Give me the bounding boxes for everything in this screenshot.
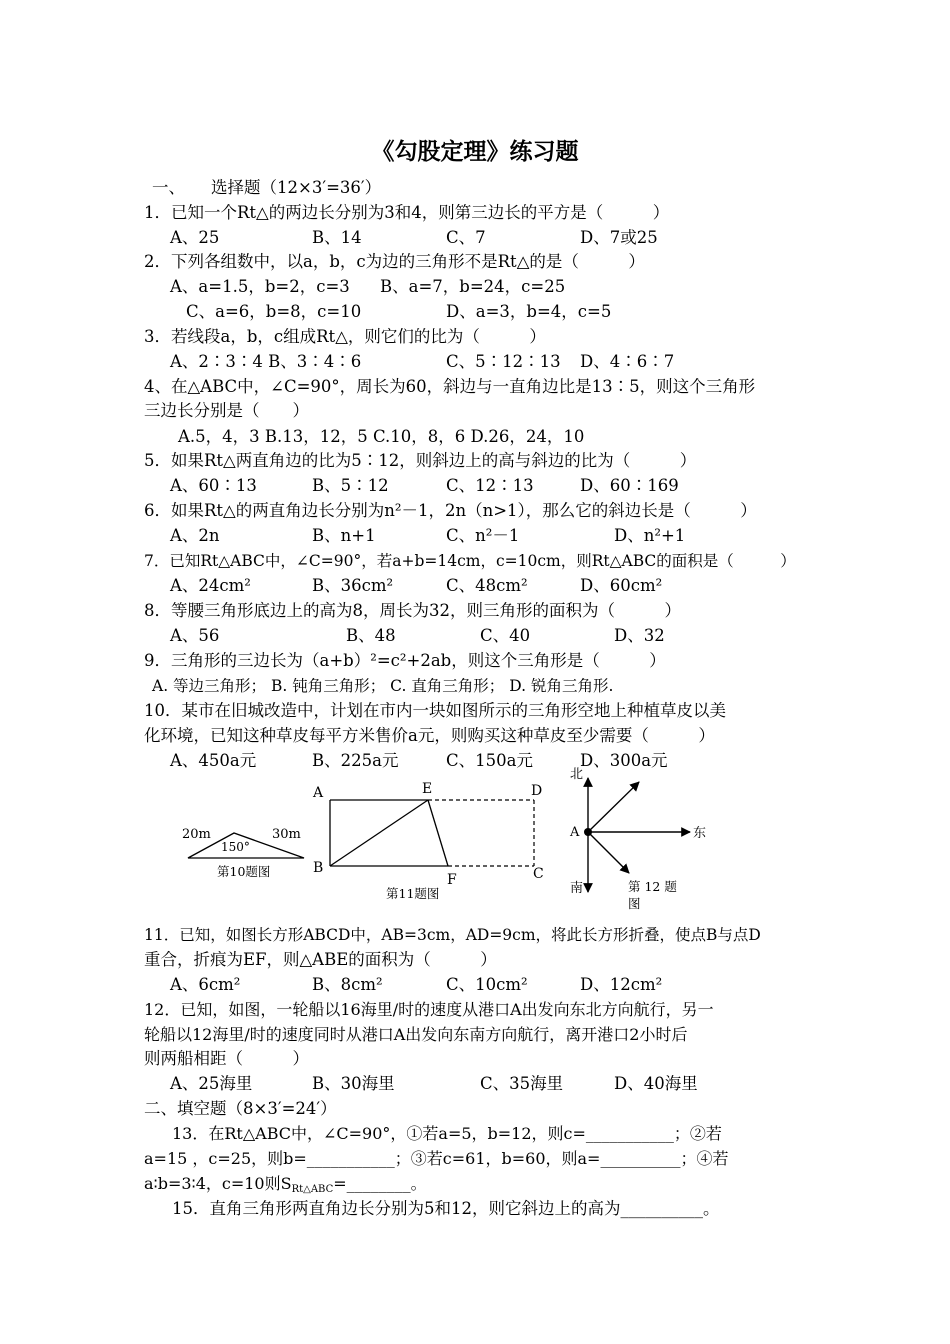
label-A: A (570, 825, 580, 840)
question-3-stem: 3．若线段a，b，c组成Rt△，则它们的比为（ ） (144, 327, 546, 346)
question-1-stem: 1．已知一个Rt△的两边长分别为3和4，则第三边长的平方是（ ） (144, 203, 670, 222)
label-east: 东 (693, 826, 707, 841)
q1-option-b: B、14 (312, 228, 362, 247)
question-10-stem-line1: 10．某市在旧城改造中，计划在市内一块如图所示的三角形空地上种植草皮以美 (144, 701, 726, 720)
label-C: C (533, 866, 544, 882)
q6-option-b: B、n+1 (312, 526, 376, 545)
q7-option-b: B、36cm² (312, 576, 394, 595)
q9-options: A. 等边三角形； B. 钝角三角形； C. 直角三角形； D. 锐角三角形. (152, 677, 614, 695)
fig10-right-length: 30m (272, 827, 301, 842)
q7-option-a: A、24cm² (170, 576, 251, 595)
q12-option-b: B、30海里 (312, 1074, 395, 1093)
q7-option-d: D、60cm² (580, 576, 663, 595)
q5-option-d: D、60∶169 (580, 476, 679, 495)
q2-option-a: A、a=1.5，b=2，c=3 (170, 277, 350, 296)
question-12-stem-line3: 则两船相距（ ） (144, 1049, 309, 1068)
q2-option-d: D、a=3，b=4，c=5 (446, 302, 612, 321)
q13-line3-start: a∶b=3∶4，c=10则S (144, 1174, 292, 1193)
q5-option-c: C、12∶13 (446, 476, 534, 495)
section-1-number: 一、 (152, 178, 185, 197)
q1-option-c: C、7 (446, 228, 486, 247)
question-6-stem: 6．如果Rt△的两直角边长分别为n²－1，2n（n>1），那么它的斜边长是（ ） (144, 501, 757, 520)
fig10-left-length: 20m (182, 827, 211, 842)
question-15: 15．直角三角形两直角边长分别为5和12，则它斜边上的高为__________。 (172, 1199, 720, 1218)
section-1-heading: 选择题（12×3′=36′） (211, 178, 382, 197)
q1-option-a: A、25 (170, 228, 220, 247)
label-B: B (313, 860, 324, 876)
q12-option-a: A、25海里 (170, 1074, 253, 1093)
q11-option-b: B、8cm² (312, 975, 383, 994)
fig11-caption: 第11题图 (386, 886, 440, 901)
q2-option-c: C、a=6，b=8，c=10 (186, 302, 362, 321)
q12-option-c: C、35海里 (480, 1074, 564, 1093)
q10-option-a: A、450a元 (170, 751, 257, 770)
question-7-stem: 7．已知Rt△ABC中，∠C=90°，若a+b=14cm，c=10cm，则Rt△ABC的面积是（ ） (144, 552, 796, 570)
fig12-caption-line1: 第 12 题 (628, 879, 677, 894)
question-12-stem-line1: 12．已知，如图，一轮船以16海里/时的速度从港口A出发向东北方向航行，另一 (144, 1000, 714, 1019)
q8-option-a: A、56 (170, 626, 220, 645)
q12-option-d: D、40海里 (614, 1074, 698, 1093)
question-13-line2: a=15 ，c=25，则b=___________；③若c=61，b=60，则a=__________；④若 (144, 1149, 729, 1168)
question-12-stem-line2: 轮船以12海里/时的速度同时从港口A出发向东南方向航行，离开港口2小时后 (144, 1025, 688, 1044)
fig12-caption-line2: 图 (628, 896, 641, 911)
segment-EF (428, 800, 448, 866)
section-2-heading: 二、填空题（8×3′=24′） (144, 1099, 337, 1118)
question-11-stem-line2: 重合，折痕为EF，则△ABE的面积为（ ） (144, 950, 497, 969)
figure-12-compass (566, 764, 726, 914)
q8-option-d: D、32 (614, 626, 665, 645)
port-A-point (584, 828, 592, 836)
q6-option-a: A、2n (170, 526, 220, 545)
question-4-stem-line1: 4、在△ABC中，∠C=90°，周长为60，斜边与一直角边比是13∶5，则这个三角形 (144, 377, 756, 396)
q5-option-b: B、5∶12 (312, 476, 389, 495)
q10-option-d: D、300a元 (580, 751, 668, 770)
page-title: 《勾股定理》练习题 (371, 139, 579, 165)
q1-option-d: D、7或25 (580, 228, 658, 247)
question-10-stem-line2: 化环境，已知这种草皮每平方米售价a元，则购买这种草皮至少需要（ ） (144, 726, 715, 745)
question-2-stem: 2．下列各组数中，以a，b，c为边的三角形不是Rt△的是（ ） (144, 252, 645, 271)
label-D: D (531, 783, 543, 799)
label-north: 北 (570, 767, 584, 782)
q3-option-d: D、4∶6∶7 (580, 352, 675, 371)
label-A: A (313, 785, 324, 801)
figure-11-rectangle (308, 776, 558, 904)
q8-option-b: B、48 (346, 626, 396, 645)
question-5-stem: 5．如果Rt△两直角边的比为5∶12，则斜边上的高与斜边的比为（ ） (144, 451, 697, 470)
q8-option-c: C、40 (480, 626, 531, 645)
label-F: F (447, 872, 457, 888)
question-4-stem-line2: 三边长分别是（ ） (144, 401, 309, 420)
question-9-stem: 9．三角形的三边长为（a+b）²=c²+2ab，则这个三角形是（ ） (144, 651, 666, 670)
q6-option-d: D、n²+1 (614, 526, 686, 545)
fig10-angle: 150° (221, 840, 250, 854)
q7-option-c: C、48cm² (446, 576, 528, 595)
northeast-arrow (588, 782, 639, 832)
q3-option-c: C、5∶12∶13 (446, 352, 561, 371)
q11-option-a: A、6cm² (170, 975, 241, 994)
q11-option-c: C、10cm² (446, 975, 528, 994)
q5-option-a: A、60∶13 (170, 476, 257, 495)
q13-line3-end: =________。 (333, 1174, 427, 1193)
label-E: E (422, 781, 433, 797)
fig10-caption: 第10题图 (217, 864, 271, 879)
q10-option-c: C、150a元 (446, 751, 533, 770)
q2-option-b: B、a=7，b=24，c=25 (380, 277, 566, 296)
question-8-stem: 8．等腰三角形底边上的高为8，周长为32，则三角形的面积为（ ） (144, 601, 681, 620)
question-13-line1: 13．在Rt△ABC中，∠C=90°，①若a=5，b=12，则c=___________；②若 (172, 1124, 722, 1143)
q13-subscript: Rt△ABC (291, 1184, 334, 1195)
label-south: 南 (570, 881, 584, 896)
q3-options-a-b: A、2∶3∶4 B、3∶4∶6 (170, 352, 362, 371)
segment-BE (330, 800, 428, 866)
question-11-stem-line1: 11．已知，如图长方形ABCD中，AB=3cm，AD=9cm，将此长方形折叠，使点B与点D (144, 926, 761, 944)
q10-option-b: B、225a元 (312, 751, 399, 770)
q6-option-c: C、n²－1 (446, 526, 520, 545)
figure-10-triangle (178, 818, 318, 886)
q4-options: A.5，4，3 B.13，12，5 C.10，8，6 D.26，24，10 (178, 427, 585, 446)
question-13-line3 (144, 1174, 427, 1197)
q11-option-d: D、12cm² (580, 975, 663, 994)
southeast-arrow (588, 832, 629, 873)
